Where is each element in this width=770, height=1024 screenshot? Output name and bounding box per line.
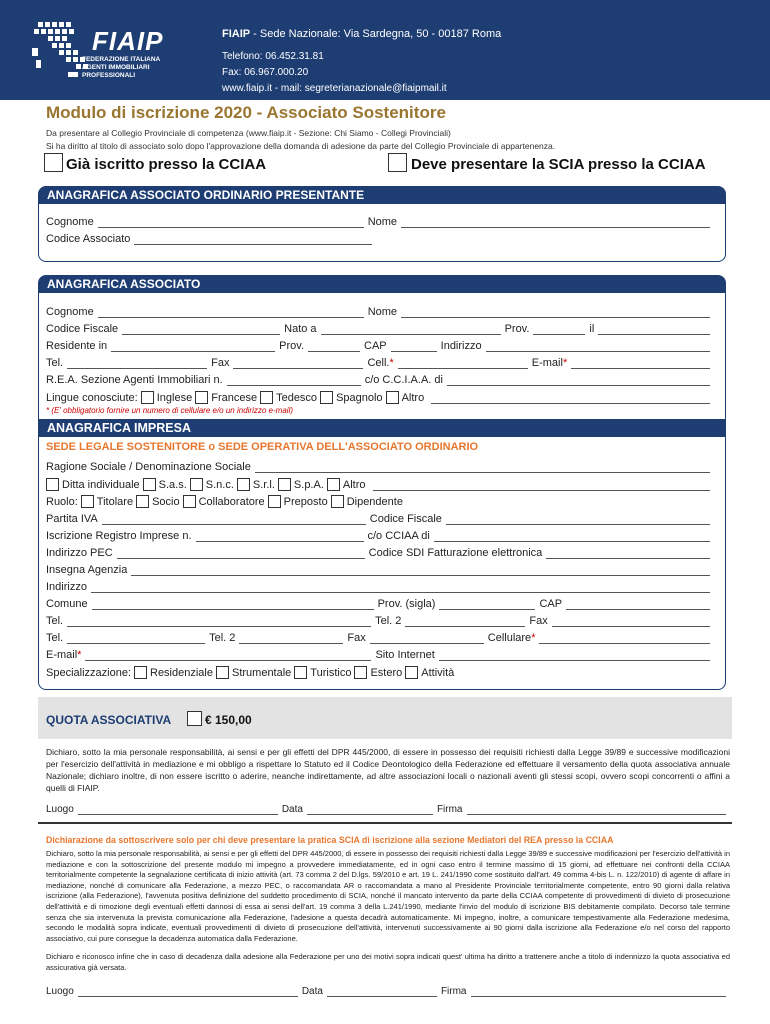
ruolo-preposto-option[interactable]: [268, 495, 328, 508]
checkbox[interactable]: [195, 391, 208, 404]
tel2-label: Tel. 2: [209, 632, 236, 644]
pec-field[interactable]: [117, 549, 365, 559]
option-label: S.p.A.: [293, 478, 324, 491]
header-fax: Fax: 06.967.000.20: [222, 67, 309, 78]
partita-iva-label: Partita IVA: [46, 513, 98, 525]
option-label: S.a.s.: [158, 478, 187, 491]
option-label: Tedesco: [276, 391, 318, 404]
option-label: S.r.l.: [252, 478, 275, 491]
required-asterisk: *: [77, 649, 82, 661]
checkbox[interactable]: [260, 391, 273, 404]
prov-field[interactable]: [533, 325, 585, 335]
checkbox[interactable]: [320, 391, 333, 404]
codice-associato-label: Codice Associato: [46, 233, 131, 245]
logo-subtitle: FEDERAZIONE ITALIANA AGENTI IMMOBILIARI PROFESSIONALI: [82, 56, 160, 79]
ragione-sociale-field[interactable]: [255, 463, 710, 473]
insegna-label: Insegna Agenzia: [46, 564, 128, 576]
checkbox[interactable]: [134, 666, 147, 679]
section-title: ANAGRAFICA ASSOCIATO ORDINARIO PRESENTANTE: [39, 187, 725, 204]
checkbox[interactable]: [278, 478, 291, 491]
tel-field[interactable]: [67, 617, 371, 627]
option-label: Altro: [342, 478, 366, 491]
cciaa-field[interactable]: [434, 532, 710, 542]
form-title: Modulo di iscrizione 2020 - Associato Sostenitore: [46, 103, 446, 122]
codice-fiscale-label: Codice Fiscale: [369, 513, 442, 525]
insegna-field[interactable]: [131, 566, 710, 576]
tel-label: Tel.: [46, 632, 64, 644]
prov-sigla-field[interactable]: [439, 600, 535, 610]
tel-field[interactable]: [67, 634, 205, 644]
sdi-field[interactable]: [546, 549, 710, 559]
sito-label: Sito Internet: [375, 649, 435, 661]
declaration-paragraph: Dichiaro, sotto la mia personale responsabilità, ai sensi e per gli effetti del DPR 445/2000, di essere in possesso dei requisiti richiesti dalla Legge 39/89 e successive modificazioni per l'esercizio dell'attività in mediazione e mi obbligo a rispettare lo Statuto ed il Codice Deontologico della Federazione ed effettuare il versamento della quota associativa annuale Nazionale; dichiaro inoltre, di non essere iscritto o aderire, neanche indirettamente, ad altre associazioni locali o nazionali aventi gli stessi scopi, ovvero scopi concorrenti o affini a quelli di FIAIP.: [46, 747, 730, 793]
required-note: * (E' obbligatorio fornire un numero di cellulare e/o un indirizzo e-mail): [46, 406, 293, 415]
deve-presentare-checkbox[interactable]: [388, 153, 407, 172]
prov-sigla-label: Prov. (sigla): [377, 598, 436, 610]
ruolo-titolare-option[interactable]: [81, 495, 133, 508]
option-label: Attività: [421, 666, 455, 679]
forma-snc-option[interactable]: [190, 478, 234, 491]
ragione-sociale-label: Ragione Sociale / Denominazione Sociale: [46, 461, 251, 473]
spec-residenziale-option[interactable]: [134, 666, 213, 679]
nato-a-label: Nato a: [284, 323, 317, 335]
prov-label: Prov.: [504, 323, 530, 335]
tel-field[interactable]: [67, 359, 207, 369]
forma-sas-option[interactable]: [143, 478, 187, 491]
indirizzo-field[interactable]: [91, 583, 710, 593]
ruolo-collaboratore-option[interactable]: [183, 495, 265, 508]
quota-checkbox[interactable]: [187, 711, 202, 726]
cognome-label: Cognome: [46, 216, 94, 228]
header-address: [222, 28, 501, 40]
gia-iscritto-label: Già iscritto presso la CCIAA: [66, 156, 267, 173]
fax-field[interactable]: [233, 359, 363, 369]
checkbox[interactable]: [216, 666, 229, 679]
fax-label: Fax: [529, 615, 548, 627]
codice-fiscale-label: Codice Fiscale: [46, 323, 119, 335]
header-address-text: - Sede Nazionale: Via Sardegna, 50 - 00187 Roma: [250, 28, 502, 40]
decadenza-paragraph: Dichiaro e riconosco infine che in caso di decadenza dalla adesione alla Federazione per uno dei motivi sopra indicati quest' ultima ha diritto a trattenere anche a titolo di indennizzo la quota associativa ed assicurativa già versata.: [46, 952, 730, 972]
forma-altro-option[interactable]: [327, 478, 366, 491]
option-label: Residenziale: [150, 666, 213, 679]
quota-label: QUOTA ASSOCIATIVA: [46, 713, 172, 727]
checkbox[interactable]: [327, 478, 340, 491]
checkbox[interactable]: [331, 495, 344, 508]
checkbox[interactable]: [354, 666, 367, 679]
partita-iva-field[interactable]: [102, 515, 366, 525]
firma-field[interactable]: [467, 805, 727, 815]
indirizzo-field[interactable]: [486, 342, 710, 352]
cognome-field[interactable]: [98, 308, 364, 318]
tel2-field[interactable]: [239, 634, 343, 644]
luogo-label: Luogo: [46, 986, 74, 997]
firma-field[interactable]: [471, 987, 727, 997]
ruolo-label: Ruolo:: [46, 496, 78, 508]
required-asterisk: *: [389, 357, 394, 369]
scia-declaration-paragraph: Dichiaro, sotto la mia personale responsabilità, ai sensi e per gli effetti del DPR 445/2000, di essere in possesso dei requisiti richiesti dalla Legge 39/89 e successive modificazioni per l'esercizio dell'attività in mediazione e con la sottoscrizione del presente modulo mi impegno a provvedere immediatamente, ed in ogni caso entro il termine massimo di 15 giorni, ad effettuare nei confronti della CCIAA territorialmente competente la segnalazione certificata di inizio attività (art. 73 comma 2 del D.lgs. 59/2010 e art. 19 L. 241/1990 come sostituito dall'art. 49 comma 4-bis L. n. 122/2010) di agente di affare in mediazione, nonché di comunicare alla Federazione, a mezzo PEC, o raccomandata AR o raccomandata a mano al Presidente Provinciale territorialmente competente, entro 90 giorni dalla relativa iscrizione (alla Federazione), l'avvenuta positiva definizione del suddetto procedimento di SCIA, nonché il mancato intervento da parte della CCIAA competente di provvedimenti di divieto di prosecuzione dell'attività e di rimozione degli eventuali effetti dannosi di essa ai sensi dell'art. 19 comma 3 della L.241/1990, mediante l'invio del modulo di iscrizione BIS debitamente compilato. Decorso tale termine senza che sia intervenuta la prevista comunicazione alla Federazione, l'adesione a questa decadrà automaticamente. Mi impegno, inoltre, a comunicare tempestivamente alla Federazione medesima, secondo le modalità sopra indicate, eventuali provvedimenti di divieto di prosecuzione dell'attività, intervenuti successivamente ai 90 giorni dalla iscrizione alla Federazione e/o nel corso del rapporto associativo, cui pure consegue la decadenza automatica dalla Federazione.: [46, 849, 730, 943]
deve-presentare-label: Deve presentare la SCIA presso la CCIAA: [411, 156, 706, 173]
checkbox[interactable]: [190, 478, 203, 491]
cap-field[interactable]: [391, 342, 437, 352]
header-web: www.fiaip.it - mail: segreterianazionale@fiaipmail.it: [222, 83, 447, 94]
header-org: FIAIP: [222, 28, 251, 40]
rea-field[interactable]: [227, 376, 361, 386]
luogo-field[interactable]: [78, 805, 278, 815]
checkbox[interactable]: [237, 478, 250, 491]
checkbox[interactable]: [136, 495, 149, 508]
gia-iscritto-checkbox[interactable]: [44, 153, 63, 172]
forma-ditta-option[interactable]: [46, 478, 140, 491]
option-label: Strumentale: [231, 666, 292, 679]
data-field[interactable]: [327, 987, 437, 997]
nome-label: Nome: [367, 216, 398, 228]
option-label: Ditta individuale: [62, 478, 140, 491]
header-phone: Telefono: 06.452.31.81: [222, 51, 324, 62]
sede-subtitle: SEDE LEGALE SOSTENITORE o SEDE OPERATIVA DELL'ASSOCIATO ORDINARIO: [46, 441, 479, 453]
lingua-altro-field[interactable]: [431, 394, 710, 404]
option-label: Inglese: [156, 391, 193, 404]
email-label: [532, 357, 567, 369]
tel-label: Tel.: [46, 615, 64, 627]
rea-label: R.E.A. Sezione Agenti Immobiliari n.: [46, 374, 223, 386]
lingua-tedesco-option[interactable]: [260, 391, 317, 404]
checkbox[interactable]: [81, 495, 94, 508]
nato-a-field[interactable]: [321, 325, 501, 335]
firma-label: Firma: [440, 986, 467, 997]
spec-turistico-option[interactable]: [294, 666, 351, 679]
data-label: Data: [281, 804, 303, 815]
residente-label: Residente in: [46, 340, 108, 352]
data-field[interactable]: [307, 805, 433, 815]
checkbox[interactable]: [143, 478, 156, 491]
cell-field[interactable]: [398, 359, 528, 369]
sito-field[interactable]: [439, 651, 710, 661]
lingua-inglese-option[interactable]: [141, 391, 192, 404]
lingue-label: Lingue conosciute:: [46, 392, 138, 404]
email-label-text: E-mail: [531, 357, 563, 369]
prov-field[interactable]: [308, 342, 360, 352]
luogo-field[interactable]: [78, 987, 298, 997]
option-label: Turistico: [310, 666, 352, 679]
option-label: Estero: [370, 666, 403, 679]
residente-field[interactable]: [111, 342, 275, 352]
cciaa-label: c/o C.C.I.A.A. di: [364, 374, 443, 386]
cell-label: [367, 357, 393, 369]
option-label: Preposto: [283, 495, 328, 508]
specializzazione-label: Specializzazione:: [46, 667, 131, 679]
option-label: S.n.c.: [205, 478, 234, 491]
email-field[interactable]: [571, 359, 710, 369]
letterhead: [0, 0, 770, 100]
cap-label: CAP: [364, 340, 387, 352]
il-label: il: [589, 323, 595, 335]
birth-date-field[interactable]: [598, 325, 710, 335]
forma-spa-option[interactable]: [278, 478, 324, 491]
option-label: Collaboratore: [198, 495, 265, 508]
data-label: Data: [301, 986, 323, 997]
lingua-altro-option[interactable]: [386, 391, 425, 404]
cellulare-label: [488, 632, 536, 644]
comune-label: Comune: [46, 598, 88, 610]
fax-field[interactable]: [370, 634, 484, 644]
email-field[interactable]: [85, 651, 371, 661]
cognome-field[interactable]: [98, 218, 364, 228]
codice-fiscale-field[interactable]: [446, 515, 710, 525]
quota-amount: € 150,00: [205, 713, 252, 727]
section-title: ANAGRAFICA ASSOCIATO: [39, 276, 725, 293]
nome-field[interactable]: [401, 308, 710, 318]
checkbox[interactable]: [405, 666, 418, 679]
checkbox[interactable]: [183, 495, 196, 508]
lingua-francese-option[interactable]: [195, 391, 257, 404]
cap-field[interactable]: [566, 600, 710, 610]
nome-field[interactable]: [401, 218, 710, 228]
checkbox[interactable]: [46, 478, 59, 491]
email-label: [46, 649, 81, 661]
tel2-label: Tel. 2: [375, 615, 402, 627]
option-label: Altro: [401, 391, 425, 404]
option-label: Socio: [152, 495, 180, 508]
scia-title: Dichiarazione da sottoscrivere solo per chi deve presentare la pratica SCIA di iscrizione alla sezione Mediatori del REA presso la CCIAA: [46, 835, 614, 845]
tel2-field[interactable]: [405, 617, 525, 627]
spec-estero-option[interactable]: [354, 666, 402, 679]
section-title: ANAGRAFICA IMPRESA: [39, 419, 725, 437]
prov-label: Prov.: [279, 340, 305, 352]
registro-imprese-field[interactable]: [196, 532, 364, 542]
pec-label: Indirizzo PEC: [46, 547, 113, 559]
cellulare-field[interactable]: [539, 634, 710, 644]
required-asterisk: *: [562, 357, 568, 369]
logo-wordmark: FIAIP: [92, 26, 164, 56]
forma-srl-option[interactable]: [237, 478, 275, 491]
comune-field[interactable]: [92, 600, 374, 610]
option-label: Dipendente: [346, 495, 403, 508]
indirizzo-label: Indirizzo: [440, 340, 482, 352]
firma-label: Firma: [436, 804, 463, 815]
spec-strumentale-option[interactable]: [216, 666, 291, 679]
nome-label: Nome: [367, 306, 398, 318]
codice-associato-field[interactable]: [134, 235, 372, 245]
spec-attivita-option[interactable]: [405, 666, 454, 679]
divider: [38, 822, 732, 824]
fax-label: Fax: [211, 357, 230, 369]
checkbox[interactable]: [386, 391, 399, 404]
option-label: Spagnolo: [336, 391, 383, 404]
codice-fiscale-field[interactable]: [122, 325, 280, 335]
cap-label: CAP: [539, 598, 563, 610]
email-label-text: E-mail: [46, 649, 78, 661]
tel-label: Tel.: [46, 357, 64, 369]
checkbox[interactable]: [141, 391, 154, 404]
form-subtitle: Da presentare al Collegio Provinciale di competenza (www.fiaip.it - Sezione: Chi Siamo - Collegi Provinciali): [46, 128, 451, 138]
option-label: Francese: [211, 391, 258, 404]
fax-field[interactable]: [552, 617, 710, 627]
registro-imprese-label: Iscrizione Registro Imprese n.: [46, 530, 192, 542]
fax-label: Fax: [347, 632, 366, 644]
cellulare-label-text: Cellulare: [487, 632, 532, 644]
sdi-label: Codice SDI Fatturazione elettronica: [368, 547, 543, 559]
required-asterisk: *: [531, 632, 536, 644]
checkbox[interactable]: [268, 495, 281, 508]
ruolo-socio-option[interactable]: [136, 495, 180, 508]
cognome-label: Cognome: [46, 306, 94, 318]
cciaa-label: c/o CCIAA di: [367, 530, 430, 542]
luogo-label: Luogo: [46, 804, 74, 815]
forma-altro-field[interactable]: [373, 481, 710, 491]
cciaa-field[interactable]: [447, 376, 710, 386]
form-note: Si ha diritto al titolo di associato solo dopo l'approvazione della domanda di adesione da parte del Collegio Provinciale di appartenenza.: [46, 141, 556, 151]
lingua-spagnolo-option[interactable]: [320, 391, 383, 404]
indirizzo-label: Indirizzo: [46, 581, 87, 593]
checkbox[interactable]: [294, 666, 307, 679]
cell-label-text: Cell.: [367, 357, 390, 369]
ruolo-dipendente-option[interactable]: [331, 495, 403, 508]
option-label: Titolare: [96, 495, 134, 508]
